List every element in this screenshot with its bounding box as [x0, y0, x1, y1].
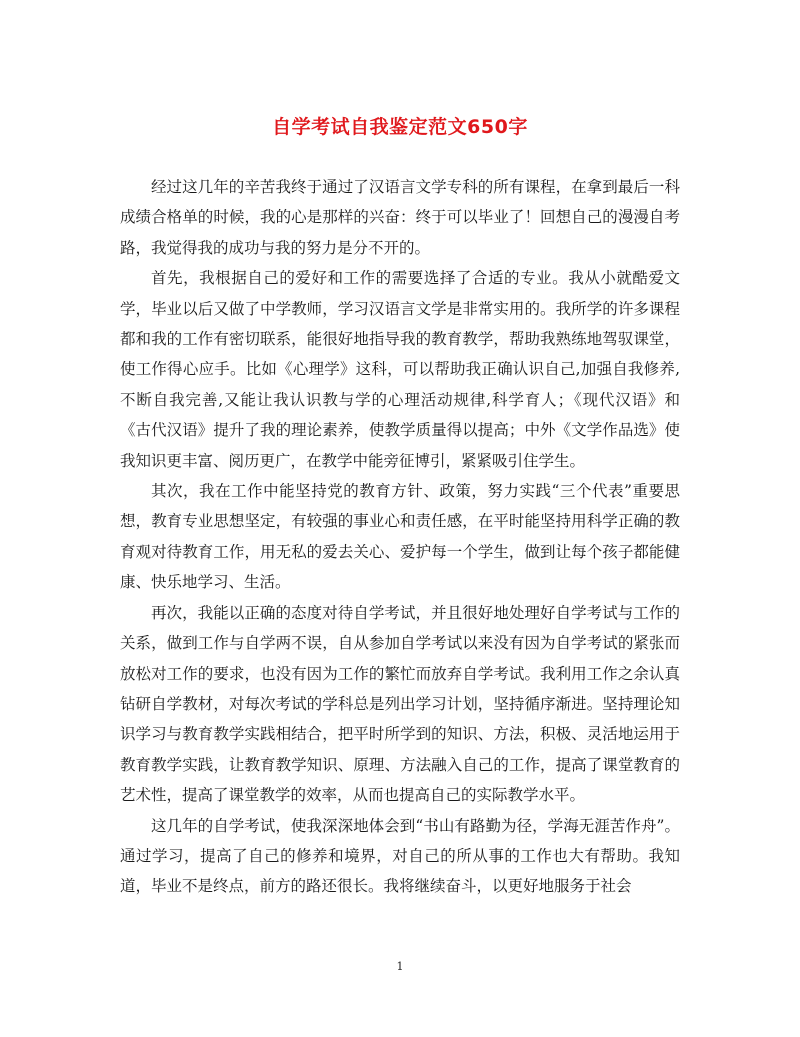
paragraph: 首先，我根据自己的爱好和工作的需要选择了合适的专业。我从小就酷爱文学，毕业以后又做了中学教师，学习汉语言文学是非常实用的。我所学的许多课程都和我的工作有密切联系，能很好地指导我的教育教学，帮助我熟练地驾驭课堂，使工作得心应手。比如《心理学》这科，可以帮助我正确认识自己,加强自我修养,不断自我完善,又能让我认识教与学的心理活动规律,科学育人；《现代汉语》和《古代汉语》提升了我的理论素养，使教学质量得以提高；中外《文学作品选》使我知识更丰富、阅历更广，在教学中能旁征博引，紧紧吸引住学生。 [120, 269, 680, 470]
paragraph: 其次，我在工作中能坚持党的教育方针、政策，努力实践“三个代表”重要思想，教育专业思想坚定，有较强的事业心和责任感，在平时能坚持用科学正确的教育观对待教育工作，用无私的爱去关心、爱护每一个学生，做到让每个孩子都能健康、快乐地学习、生活。 [120, 482, 680, 592]
paragraph: 再次，我能以正确的态度对待自学考试，并且很好地处理好自学考试与工作的关系，做到工作与自学两不误，自从参加自学考试以来没有因为自学考试的紧张而放松对工作的要求，也没有因为工作的繁忙而放弃自学考试。我利用工作之余认真钻研自学教材，对每次考试的学科总是列出学习计划，坚持循序渐进。坚持理论知识学习与教育教学实践相结合，把平时所学到的知识、方法，积极、灵活地运用于教育教学实践，让教育教学知识、原理、方法融入自己的工作，提高了课堂教育的艺术性，提高了课堂教学的效率，从而也提高自己的实际教学水平。 [120, 603, 680, 805]
paragraph: 这几年的自学考试，使我深深地体会到“书山有路勤为径，学海无涯苦作舟”。通过学习，提高了自己的修养和境界，对自己的所从事的工作也大有帮助。我知道，毕业不是终点，前方的路还很长。我将继续奋斗，以更好地服务于社会 [120, 816, 680, 896]
page-number: 1 [396, 960, 404, 973]
document-title: 自学考试自我鉴定范文650字 [272, 116, 528, 138]
paragraph: 经过这几年的辛苦我终于通过了汉语言文学专科的所有课程，在拿到最后一科成绩合格单的时候，我的心是那样的兴奋：终于可以毕业了！回想自己的漫漫自考路，我觉得我的成功与我的努力是分不开的。 [120, 178, 680, 257]
document-body [120, 172, 680, 902]
